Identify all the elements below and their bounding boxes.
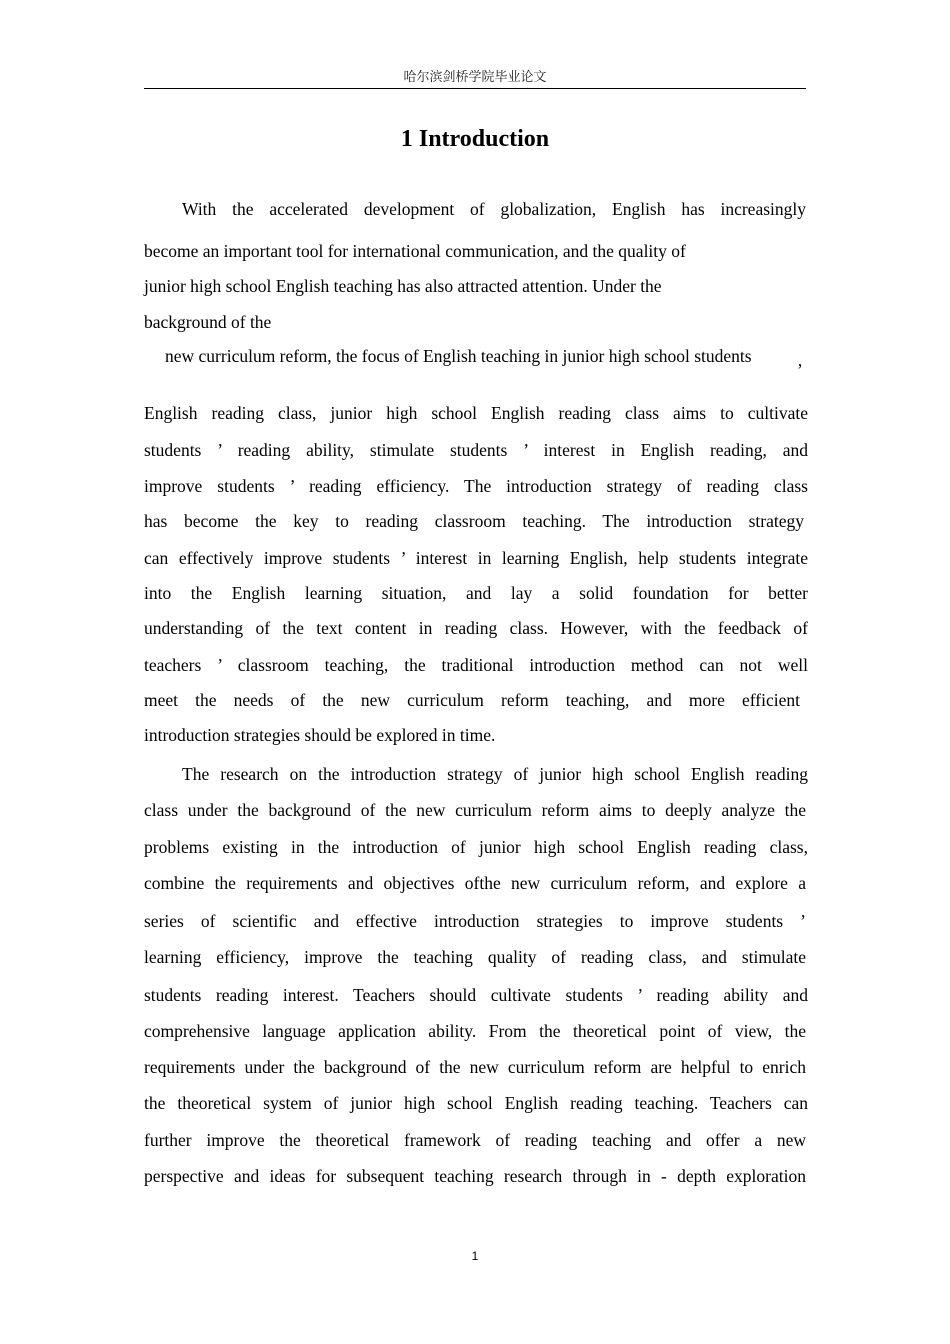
text-line: series of scientific and effective introduction strategies to improve students ’ bbox=[144, 911, 806, 931]
header-rule bbox=[144, 88, 806, 89]
text-line: improve students ’ reading efficiency. The introduction strategy of reading class bbox=[144, 476, 808, 496]
text-line: understanding of the text content in reading class. However, with the feedback of bbox=[144, 618, 808, 638]
text-line: junior high school English teaching has also attracted attention. Under the bbox=[144, 276, 662, 296]
text-line: combine the requirements and objectives ofthe new curriculum reform, and explore a bbox=[144, 873, 806, 893]
text-line: perspective and ideas for subsequent teaching research through in - depth exploration bbox=[144, 1166, 806, 1186]
page-number: 1 bbox=[471, 1249, 479, 1263]
text-line: problems existing in the introduction of junior high school English reading class, bbox=[144, 837, 808, 857]
text-line: ’ bbox=[797, 360, 803, 380]
text-line: introduction strategies should be explored in time. bbox=[144, 725, 496, 745]
text-line: students ’ reading ability, stimulate students ’ interest in English reading, and bbox=[144, 440, 808, 460]
text-line: comprehensive language application ability. From the theoretical point of view, the bbox=[144, 1021, 806, 1041]
text-line: new curriculum reform, the focus of English teaching in junior high school students bbox=[165, 346, 752, 366]
text-line: meet the needs of the new curriculum reform teaching, and more efficient bbox=[144, 690, 800, 710]
header-text: 哈尔滨剑桥学院毕业论文 bbox=[403, 70, 547, 85]
text-line: The research on the introduction strategy of junior high school English reading bbox=[182, 764, 808, 784]
text-line: background of the bbox=[144, 312, 272, 332]
text-line: further improve the theoretical framework of reading teaching and offer a new bbox=[144, 1130, 806, 1150]
section-title: 1 Introduction bbox=[400, 126, 550, 152]
text-line: has become the key to reading classroom teaching. The introduction strategy bbox=[144, 511, 804, 531]
text-line: can effectively improve students ’ interest in learning English, help students integrate bbox=[144, 548, 808, 568]
text-line: English reading class, junior high school English reading class aims to cultivate bbox=[144, 403, 808, 423]
text-line: learning efficiency, improve the teaching quality of reading class, and stimulate bbox=[144, 947, 806, 967]
text-line: teachers ’ classroom teaching, the traditional introduction method can not well bbox=[144, 655, 808, 675]
text-line: the theoretical system of junior high school English reading teaching. Teachers can bbox=[144, 1093, 808, 1113]
text-line: requirements under the background of the new curriculum reform are helpful to enrich bbox=[144, 1057, 806, 1077]
text-line: With the accelerated development of globalization, English has increasingly bbox=[182, 199, 806, 219]
text-line: students reading interest. Teachers should cultivate students ’ reading ability and bbox=[144, 985, 808, 1005]
text-line: become an important tool for international communication, and the quality of bbox=[144, 241, 686, 261]
text-line: class under the background of the new curriculum reform aims to deeply analyze the bbox=[144, 800, 806, 820]
text-line: into the English learning situation, and lay a solid foundation for better bbox=[144, 583, 808, 603]
